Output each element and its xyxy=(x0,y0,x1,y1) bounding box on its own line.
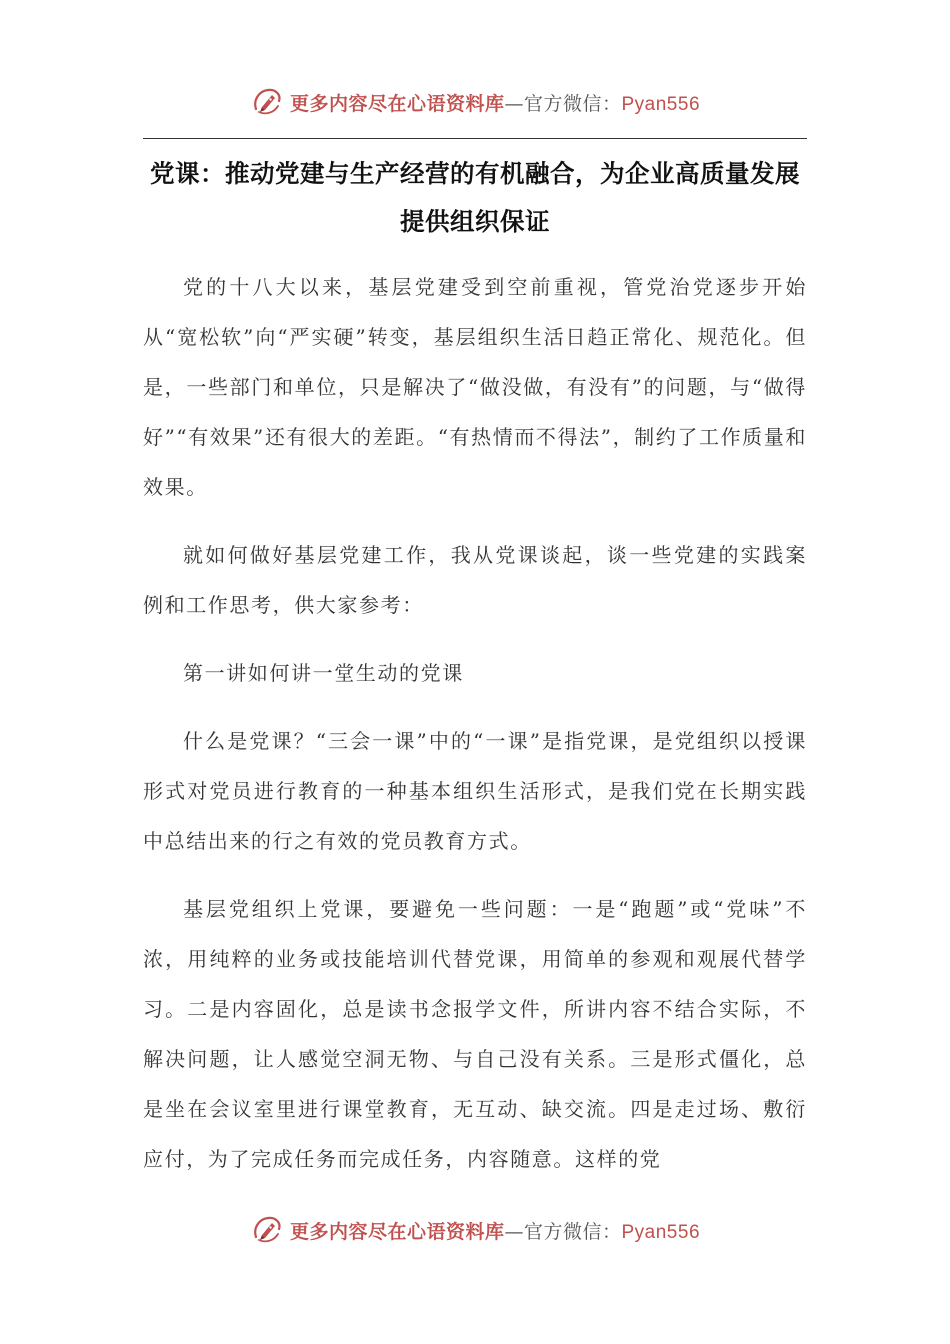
document-title: 党课：推动党建与生产经营的有机融合，为企业高质量发展提供组织保证 xyxy=(150,159,800,236)
paragraph-problems-to-avoid: 基层党组织上党课，要避免一些问题：一是“跑题”或“党味”不浓，用纯粹的业务或技能培训代替党课，用简单的参观和观展代替学习。二是内容固化，总是读书念报学文件，所讲内容不结合实际，不解决问题，让人感觉空洞无物、与自己没有关系。三是形式僵化，总是坐在会议室里进行课堂教育，无互动、缺交流。四是走过场、敷衍应付，为了完成任务而完成任务，内容随意。这样的党 xyxy=(143,897,807,1171)
pen-nib-logo-icon xyxy=(250,1213,284,1247)
paragraph-topic: 就如何做好基层党建工作，我从党课谈起，谈一些党建的实践案例和工作思考，供大家参考： xyxy=(143,543,807,617)
footer-banner-wechat-label: —官方微信： xyxy=(504,1220,622,1243)
footer-banner-site-name: 更多内容尽在心语资料库 xyxy=(289,1220,505,1243)
section-heading-lecture-one: 第一讲如何讲一堂生动的党课 xyxy=(183,661,464,685)
pen-nib-logo-icon xyxy=(250,85,284,119)
paragraph-intro: 党的十八大以来，基层党建受到空前重视，管党治党逐步开始从“宽松软”向“严实硬”转变，基层组织生活日趋正常化、规范化。但是，一些部门和单位，只是解决了“做没做，有没有”的问题，与“做得好”“有效果”还有很大的差距。“有热情而不得法”，制约了工作质量和效果。 xyxy=(143,275,807,499)
paragraph-what-is-party-lecture: 什么是党课？“三会一课”中的“一课”是指党课，是党组织以授课形式对党员进行教育的一种基本组织生活形式，是我们党在长期实践中总结出来的行之有效的党员教育方式。 xyxy=(143,729,807,853)
header-banner-site-name: 更多内容尽在心语资料库 xyxy=(289,92,505,115)
header-divider xyxy=(143,138,807,139)
header-banner-wechat-id: Pyan556 xyxy=(621,93,701,115)
footer-banner xyxy=(0,1210,950,1250)
header-banner-text xyxy=(290,89,700,116)
header-banner-wechat-label: —官方微信： xyxy=(504,92,622,115)
header-banner xyxy=(0,82,950,122)
footer-banner-wechat-id: Pyan556 xyxy=(621,1221,701,1243)
footer-banner-text xyxy=(290,1217,700,1244)
document-body xyxy=(143,150,807,1184)
